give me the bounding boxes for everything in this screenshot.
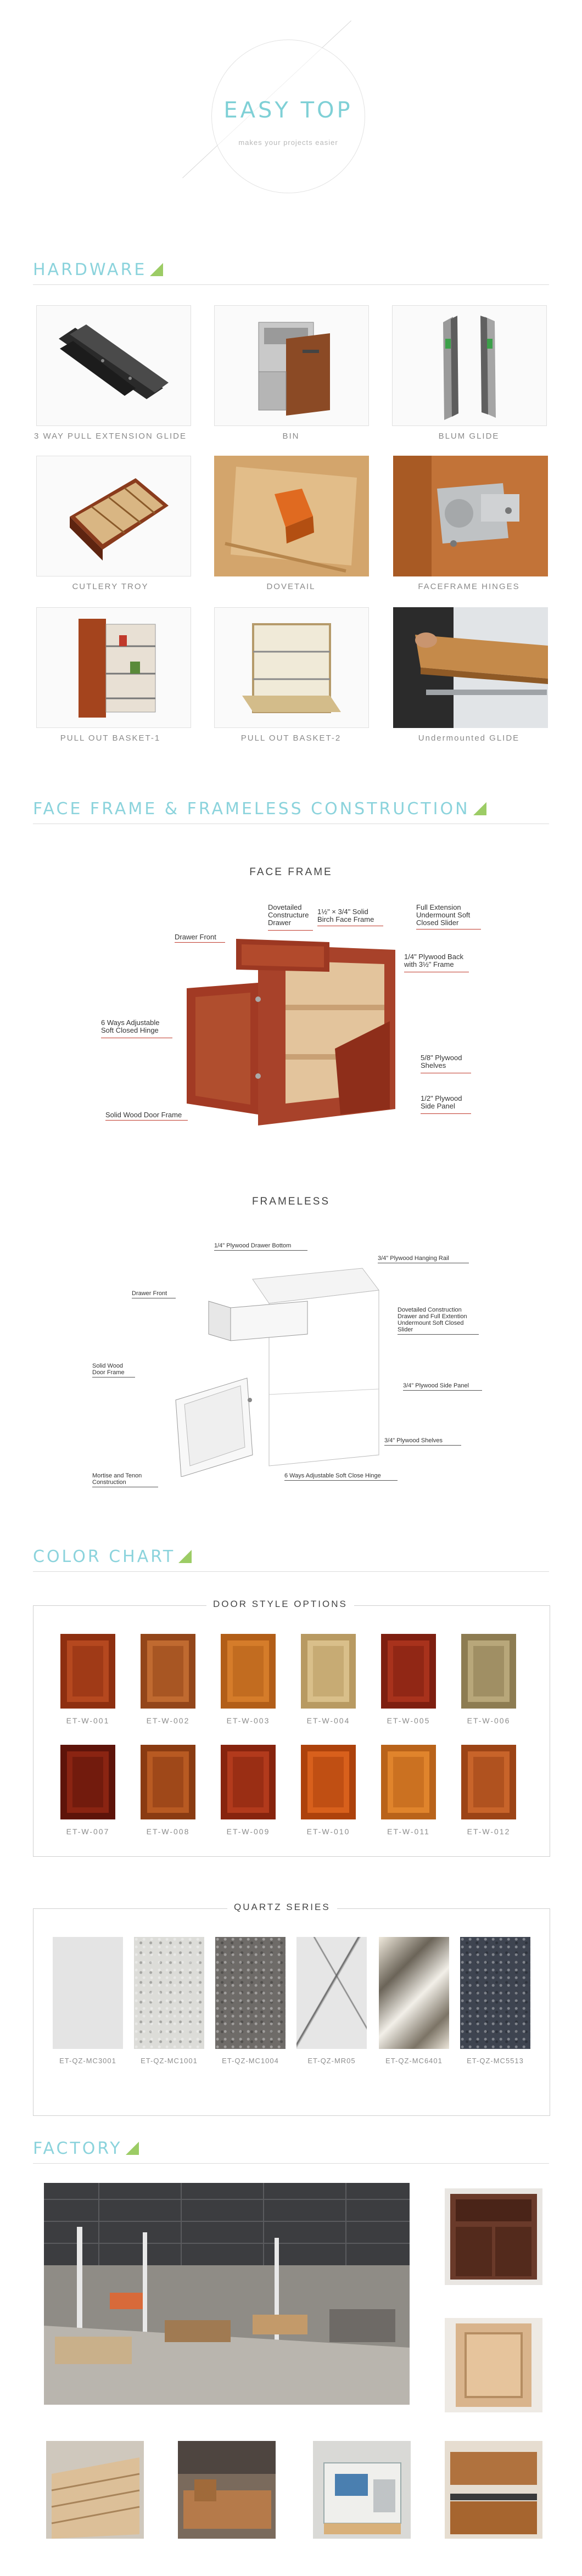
factory-floor-image <box>44 2183 410 2405</box>
hardware-item-3-way-glide[interactable] <box>36 305 191 426</box>
color-chart-divider <box>33 1571 549 1572</box>
annotation-full-extension: Full Extension Undermount Soft Closed Slider <box>416 903 471 927</box>
door-code: ET-W-012 <box>467 1827 511 1836</box>
door-code: ET-W-001 <box>66 1716 110 1725</box>
door-panel <box>393 1757 424 1807</box>
face-frame-cabinet-image <box>176 928 406 1142</box>
annotation-underline <box>268 930 313 931</box>
annotation-plywood-back: 1/4" Plywood Back with 3½" Frame <box>404 953 463 968</box>
quartz-code: ET-QZ-MR05 <box>307 2057 356 2065</box>
annotation-shelves: 5/8" Plywood Shelves <box>421 1054 462 1069</box>
factory-floor-photo <box>44 2183 410 2405</box>
quartz-swatch[interactable] <box>460 1937 530 2049</box>
hardware-label: CUTLERY TROY <box>72 582 149 591</box>
bin-image <box>215 306 368 425</box>
hinge-image <box>393 456 548 576</box>
annotation-underline <box>421 1113 471 1114</box>
door-swatch[interactable] <box>141 1745 195 1819</box>
cutlery-tray-image <box>37 456 191 576</box>
hardware-label: Undermounted GLIDE <box>418 733 520 743</box>
brand-name: EASY TOP <box>223 98 353 123</box>
door-swatch[interactable] <box>221 1634 276 1709</box>
face-frame-title: FACE FRAME <box>249 866 333 878</box>
quartz-code: ET-QZ-MC1001 <box>141 2057 198 2065</box>
quartz-swatch[interactable] <box>379 1937 449 2049</box>
door-panel <box>473 1757 504 1807</box>
annotation-side-panel: 3/4" Plywood Side Panel <box>403 1382 469 1389</box>
annotation-hinge: 6 Ways Adjustable Soft Closed Hinge <box>101 1018 160 1034</box>
heading-triangle-icon <box>150 263 163 276</box>
frameless-title: FRAMELESS <box>251 1196 331 1207</box>
door-panel <box>393 1646 424 1696</box>
hardware-item-blum-glide[interactable] <box>392 305 547 426</box>
annotation-drawer-front: Drawer Front <box>132 1290 167 1297</box>
hardware-item-pull-out-basket-1[interactable] <box>36 607 191 728</box>
annotation-underline <box>214 1250 307 1251</box>
hardware-label: DOVETAIL <box>266 582 316 591</box>
hardware-item-bin[interactable] <box>214 305 369 426</box>
factory-divider <box>33 2163 549 2164</box>
hardware-divider <box>33 284 549 285</box>
quartz-code: ET-QZ-MC5513 <box>467 2057 524 2065</box>
door-panel <box>153 1757 183 1807</box>
annotation-underline <box>284 1480 398 1481</box>
factory-photo-machine <box>313 2441 411 2539</box>
factory-photo-lumber <box>46 2441 144 2539</box>
construction-heading: FACE FRAME & FRAMELESS CONSTRUCTION <box>33 799 486 819</box>
door-code: ET-W-011 <box>387 1827 430 1836</box>
door-swatch[interactable] <box>381 1745 436 1819</box>
door-code: ET-W-002 <box>146 1716 190 1725</box>
hardware-label: FACEFRAME HINGES <box>418 582 520 591</box>
annotation-underline <box>384 1445 461 1446</box>
door-swatch[interactable] <box>461 1745 516 1819</box>
quartz-code: ET-QZ-MC3001 <box>59 2057 116 2065</box>
quartz-code: ET-QZ-MC1004 <box>222 2057 279 2065</box>
annotation-door-frame: Solid Wood Door Frame <box>92 1363 125 1376</box>
door-panel <box>72 1757 103 1807</box>
quartz-swatch[interactable] <box>134 1937 204 2049</box>
annotation-underline <box>175 942 225 943</box>
door-code: ET-W-007 <box>66 1827 110 1836</box>
annotation-door-frame: Solid Wood Door Frame <box>105 1111 182 1119</box>
door-swatch[interactable] <box>221 1745 276 1819</box>
door-panel <box>153 1646 183 1696</box>
hardware-label: BLUM GLIDE <box>438 432 500 441</box>
factory-heading: FACTORY <box>33 2139 139 2158</box>
heading-triangle-icon <box>473 802 486 815</box>
door-code: ET-W-005 <box>387 1716 430 1725</box>
hardware-label: PULL OUT BASKET-2 <box>240 733 342 743</box>
annotation-dovetailed: Dovetailed Construction Drawer and Full Extention Undermount Soft Closed Slider <box>398 1307 467 1333</box>
dark-cabinet-image <box>445 2188 542 2285</box>
hardware-item-cutlery-tray[interactable] <box>36 456 191 576</box>
undermount-glide-image <box>393 607 548 728</box>
hardware-item-faceframe-hinges[interactable] <box>393 456 548 576</box>
annotation-mortise: Mortise and Tenon Construction <box>92 1472 142 1486</box>
annotation-shelves: 3/4" Plywood Shelves <box>384 1437 443 1444</box>
brand-tagline: makes your projects easier <box>238 138 338 147</box>
annotation-underline <box>105 1120 188 1121</box>
door-code: ET-W-010 <box>306 1827 350 1836</box>
door-code: ET-W-004 <box>306 1716 350 1725</box>
annotation-hinge: 6 Ways Adjustable Soft Close Hinge <box>284 1472 381 1479</box>
factory-photo-kitchen <box>445 2441 542 2539</box>
door-panel <box>473 1646 504 1696</box>
quartz-swatch[interactable] <box>53 1937 123 2049</box>
quartz-swatch[interactable] <box>296 1937 367 2049</box>
annotation-dovetailed: Dovetailed Constructure Drawer <box>268 903 309 927</box>
door-swatch[interactable] <box>141 1634 195 1709</box>
annotation-underline <box>398 1334 479 1335</box>
quartz-title: QUARTZ SERIES <box>227 1902 337 1913</box>
door-swatch[interactable] <box>60 1634 115 1709</box>
pull-out-basket-image <box>37 608 191 727</box>
door-code: ET-W-006 <box>467 1716 511 1725</box>
hardware-label: 3 WAY PULL EXTENSION GLIDE <box>34 432 187 441</box>
door-code: ET-W-003 <box>226 1716 270 1725</box>
heading-triangle-icon <box>178 1550 192 1563</box>
door-code: ET-W-008 <box>146 1827 190 1836</box>
color-chart-heading: COLOR CHART <box>33 1547 192 1566</box>
annotation-birch-frame: 1½" × 3/4" Solid Birch Face Frame <box>317 908 374 923</box>
door-swatch[interactable] <box>60 1745 115 1819</box>
maple-door-image <box>445 2318 542 2412</box>
door-swatch[interactable] <box>461 1634 516 1709</box>
drawer-slide-image <box>37 306 191 425</box>
quartz-swatch[interactable] <box>215 1937 286 2049</box>
door-panel <box>313 1757 344 1807</box>
pull-out-basket-image <box>215 608 368 727</box>
door-swatch[interactable] <box>301 1634 356 1709</box>
hardware-label: PULL OUT BASKET-1 <box>60 733 161 743</box>
lumber-stack-image <box>46 2441 144 2539</box>
door-panel <box>72 1646 103 1696</box>
cnc-machine-image <box>313 2441 411 2539</box>
kitchen-showroom-image <box>445 2441 542 2539</box>
quartz-code: ET-QZ-MC6401 <box>385 2057 443 2065</box>
annotation-hanging-rail: 3/4" Plywood Hanging Rail <box>378 1255 449 1262</box>
door-panel <box>233 1757 264 1807</box>
annotation-underline <box>403 1390 482 1391</box>
annotation-drawer-bottom: 1/4" Plywood Drawer Bottom <box>214 1242 292 1249</box>
dovetail-image <box>214 456 369 576</box>
door-swatch[interactable] <box>381 1634 436 1709</box>
workshop-image <box>178 2441 276 2539</box>
hardware-item-undermounted-glide[interactable] <box>393 607 548 728</box>
hardware-label: BIN <box>282 432 300 441</box>
annotation-side-panel: 1/2" Plywood Side Panel <box>421 1094 462 1110</box>
door-code: ET-W-009 <box>226 1827 270 1836</box>
hardware-heading: HARDWARE <box>33 260 163 279</box>
hardware-item-dovetail[interactable] <box>214 456 369 576</box>
annotation-drawer-front: Drawer Front <box>175 933 216 941</box>
blum-glide-image <box>393 306 546 425</box>
factory-photo-workshop <box>178 2441 276 2539</box>
factory-cabinet-photo-2 <box>445 2318 542 2412</box>
hardware-item-pull-out-basket-2[interactable] <box>214 607 369 728</box>
frameless-cabinet-image <box>143 1257 406 1477</box>
door-panel <box>233 1646 264 1696</box>
door-swatch[interactable] <box>301 1745 356 1819</box>
factory-cabinet-photo-1 <box>445 2188 542 2285</box>
door-panel <box>313 1646 344 1696</box>
heading-triangle-icon <box>126 2142 139 2155</box>
door-style-title: DOOR STYLE OPTIONS <box>206 1599 354 1610</box>
